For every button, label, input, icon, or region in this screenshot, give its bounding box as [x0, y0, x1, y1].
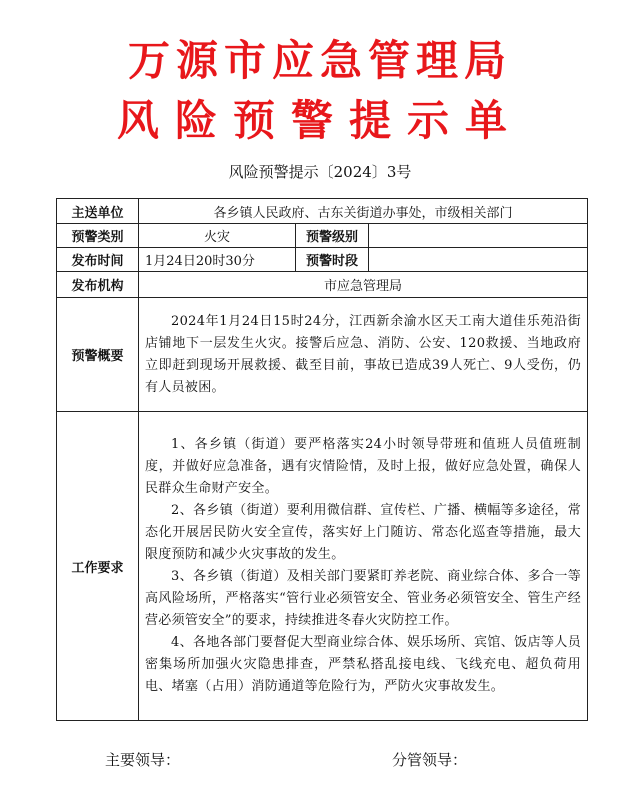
issuer-value: 市应急管理局 — [139, 272, 588, 298]
org-title: 万源市应急管理局 — [127, 36, 512, 85]
recipients-label: 主送单位 — [57, 199, 139, 224]
level-label: 预警级别 — [296, 224, 369, 248]
requirement-item: 2、各乡镇（街道）要利用微信群、宣传栏、广播、横幅等多途径，常态化开展居民防火安全宣传，落实好上门随访、常态化巡查等措施，最大限度预防和减少火灾事故的发生。 — [145, 503, 582, 562]
row-recipients — [57, 199, 588, 224]
summary-label: 预警概要 — [57, 298, 139, 412]
doc-title: 风险预警提示单 — [116, 96, 523, 145]
row-category — [57, 224, 588, 248]
requirements-label: 工作要求 — [57, 412, 139, 721]
summary-text: 2024年1月24日15时24分，江西新余渝水区天工南大道佳乐苑沿街店铺地下一层发生火灾。接警后应急、消防、公安、120救援、当地政府立即赶到现场开展救援、截至目前，事故已造成39人死亡、9人受伤，仍有人员被困。 — [145, 313, 582, 395]
period-label: 预警时段 — [296, 248, 369, 272]
level-value — [369, 224, 588, 248]
requirement-item: 3、各乡镇（街道）及相关部门要紧盯养老院、商业综合体、多合一等高风险场所，严格落实“管行业必须管安全、管业务必须管安全、管生产经营必须管安全”的要求，持续推进冬春火灾防控工作。 — [145, 569, 582, 628]
requirements-cell — [139, 412, 588, 721]
row-issuer — [57, 272, 588, 298]
row-time — [57, 248, 588, 272]
time-value: 1月24日20时30分 — [139, 248, 296, 272]
category-value: 火灾 — [139, 224, 296, 248]
doc-number: 风险预警提示〔2024〕3号 — [228, 163, 412, 181]
requirement-item: 1、各乡镇（街道）要严格落实24小时领导带班和值班人员值班制度，并做好应急准备，遇有灾情险情，及时上报，做好应急处置，确保人民群众生命财产安全。 — [145, 437, 582, 496]
main-leader-label: 主要领导： — [105, 751, 181, 769]
category-label: 预警类别 — [57, 224, 139, 248]
issuer-label: 发布机构 — [57, 272, 139, 298]
summary-cell — [139, 298, 588, 412]
requirement-item: 4、各地各部门要督促大型商业综合体、娱乐场所、宾馆、饭店等人员密集场所加强火灾隐患排查，严禁私搭乱接电线、飞线充电、超负荷用电、堵塞（占用）消防通道等危险行为，严防火灾事故发生。 — [145, 635, 582, 694]
time-label: 发布时间 — [57, 248, 139, 272]
warning-table — [56, 198, 588, 721]
row-requirements — [57, 412, 588, 721]
deputy-leader-label: 分管领导： — [392, 751, 468, 769]
period-value — [369, 248, 588, 272]
row-summary — [57, 298, 588, 412]
recipients-value: 各乡镇人民政府、古东关街道办事处，市级相关部门 — [139, 199, 588, 224]
